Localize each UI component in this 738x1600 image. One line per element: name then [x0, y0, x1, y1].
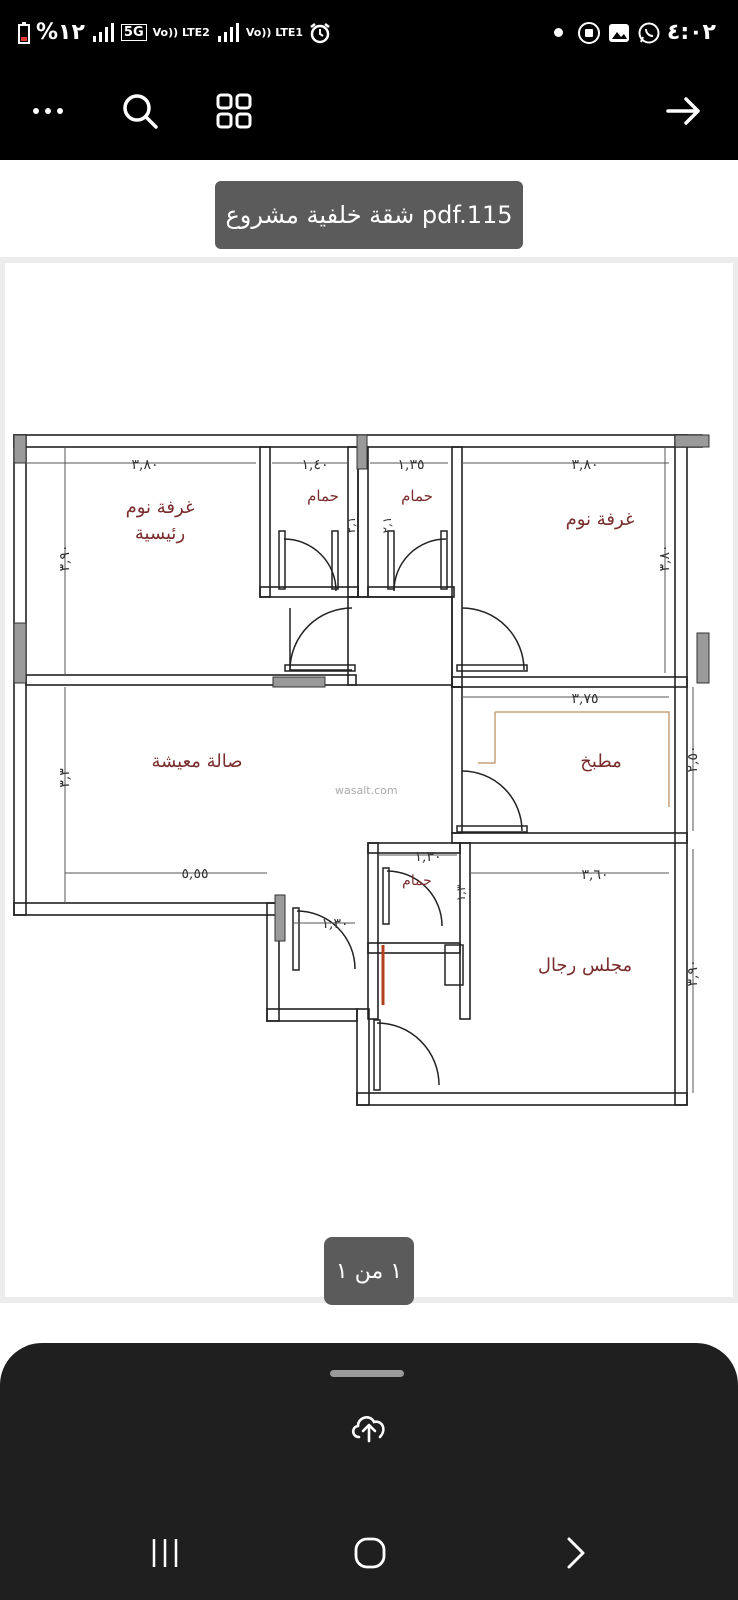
- room-bathroom-2: حمام: [401, 487, 433, 505]
- dim-kitchen-w: ٣,٧٥: [571, 691, 599, 707]
- dim-bath3-w: ١,٣٠: [414, 849, 442, 865]
- home-button[interactable]: [345, 1520, 395, 1586]
- back-icon: [565, 1536, 587, 1570]
- dim-bath1-h: ٢,١: [344, 516, 358, 534]
- file-name-toast: [215, 181, 523, 249]
- dim-bath2-h: ٢,١: [380, 516, 394, 534]
- dim-majlis-w: ٣,٦٠: [581, 867, 609, 883]
- watermark: wasalt.com: [335, 784, 398, 797]
- signal-icon: [91, 22, 115, 44]
- arrow-right-icon: [666, 95, 702, 127]
- search-icon: [121, 92, 159, 130]
- more-button[interactable]: [30, 86, 66, 136]
- dim-majlis-h: ٣,٩٠: [685, 959, 701, 987]
- app-icon: [577, 21, 601, 45]
- grid-icon: [216, 93, 252, 129]
- room-bathroom-3: حمام: [402, 873, 432, 889]
- dim-master-h: ٣,٩٠: [57, 544, 73, 572]
- lte1-label: Vo)) LTE1: [245, 26, 304, 39]
- page-indicator: [324, 1237, 414, 1305]
- dim-kitchen-h: ٢,٥٠: [685, 745, 701, 773]
- more-icon: [32, 107, 64, 115]
- pages-grid-button[interactable]: [212, 86, 256, 136]
- room-master-bedroom: غرفة نوم: [125, 497, 195, 518]
- file-name: شقة خلفية مشروع pdf.115: [225, 201, 513, 229]
- viewer-toolbar: [0, 66, 738, 160]
- room-bedroom: غرفة نوم: [565, 509, 635, 530]
- status-left: [18, 20, 331, 45]
- dim-bed-h: ٣,٨٠: [657, 544, 673, 572]
- dim-bath2-w: ١,٣٥: [397, 457, 425, 473]
- room-living: صالة معيشة: [151, 751, 243, 772]
- search-button[interactable]: [118, 86, 162, 136]
- network-5g: 5G: [121, 24, 147, 41]
- dim-bath3-h: ١,٣: [454, 884, 468, 902]
- status-bar: [0, 0, 738, 66]
- cloud-upload-icon: [349, 1409, 389, 1443]
- battery-percent: %١٢: [36, 20, 85, 45]
- whatsapp-icon: [637, 21, 661, 45]
- gallery-icon: [607, 21, 631, 45]
- room-majlis: مجلس رجال: [537, 955, 633, 976]
- pdf-page[interactable]: [5, 263, 733, 1297]
- dim-living-w: ٥,٥٥: [181, 866, 209, 882]
- alarm-icon: [309, 22, 331, 44]
- drag-handle[interactable]: [330, 1370, 404, 1377]
- room-bathroom-1: حمام: [307, 487, 339, 505]
- dim-living-h: ٣,٣: [57, 768, 73, 788]
- forward-button[interactable]: [662, 86, 706, 136]
- dim-master-w: ٣,٨٠: [131, 457, 159, 473]
- back-button[interactable]: [556, 1520, 596, 1586]
- page-indicator-label: ١ من ١: [335, 1258, 403, 1284]
- upload-button[interactable]: [346, 1403, 392, 1449]
- room-master-suffix: رئيسية: [134, 523, 186, 544]
- home-icon: [353, 1536, 387, 1570]
- clock: ٤:٠٢: [666, 20, 716, 45]
- dim-bed-w: ٣,٨٠: [571, 457, 599, 473]
- room-kitchen: مطبخ: [580, 751, 622, 772]
- recents-button[interactable]: [140, 1520, 190, 1586]
- lte2-label: Vo)) LTE2: [152, 26, 210, 39]
- signal-icon-2: [216, 22, 240, 44]
- status-right: [554, 20, 716, 45]
- floor-plan: [5, 263, 733, 1297]
- dim-bath1-w: ١,٤٠: [301, 457, 329, 473]
- recents-icon: [150, 1537, 180, 1569]
- document-viewport[interactable]: [0, 257, 738, 1303]
- notification-dot: [554, 28, 563, 37]
- dim-corridor-w: ١,٣٠: [321, 916, 349, 932]
- battery-icon: [18, 22, 30, 44]
